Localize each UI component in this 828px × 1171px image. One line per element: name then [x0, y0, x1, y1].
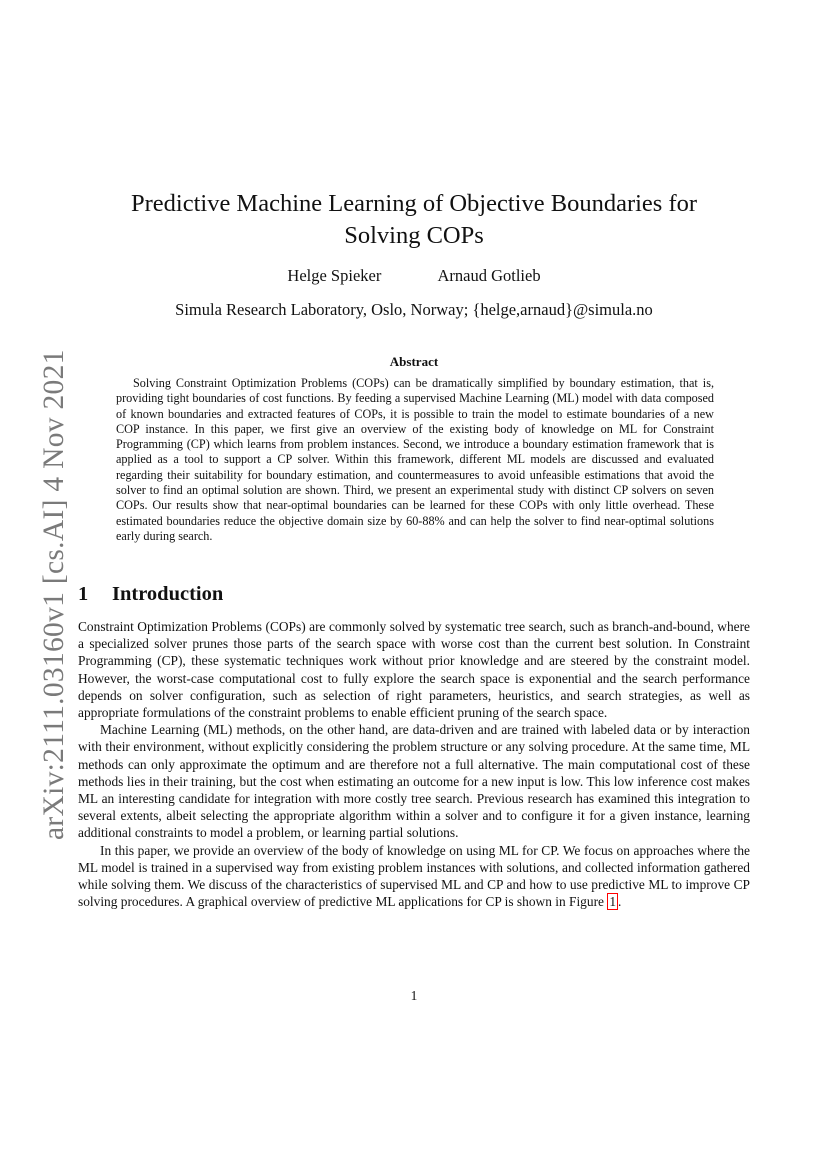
paragraph-text: In this paper, we provide an overview of the body of knowledge on using ML for CP. We focus on approaches where the ML model is trained in a supervised way from existing problem instances with solutions, and collected information gathered while solving them. We discuss of the characteristics of supervised ML and CP and how to use predictive ML to improve CP solving procedures. A graphical overview of predictive ML applications for CP is shown in Figure [78, 842, 750, 910]
paragraph: Machine Learning (ML) methods, on the other hand, are data-driven and are trained with labeled data or by interaction with their environment, without explicitly considering the problem structure or any solving procedure. At the same time, ML methods can only approximate the optimum and are therefore not a full alternative. The main computational cost of these methods lies in their training, but the cost when estimating an outcome for a new input is low. This low inference cost makes ML an interesting candidate for integration with more costly tree search. Previous research has examined this integration to several extents, albeit selecting the appropriate algorithm within a solver and to configure it for a given instance, learning additional constraints to model a problem, or learning partial solutions. [78, 722, 750, 841]
affiliation: Simula Research Laboratory, Oslo, Norway; {helge,arnaud}@simula.no [175, 300, 653, 319]
paragraph: Constraint Optimization Problems (COPs) are commonly solved by systematic tree search, such as branch-and-bound, where a specialized solver prunes those parts of the search space with worse cost than the current best solution. In Constraint Programming (CP), these systematic techniques work without prior knowledge and are steered by the constraint model. However, the worst-case computational cost to fully explore the search space is exponential and the search performance depends on solver configuration, such as selection of right parameters, heuristics, and search strategies, as well as appropriate formulations of the constraint problems to enable efficient pruning of the search space. [78, 619, 750, 721]
paragraph [78, 842, 750, 911]
paragraph-end: . [618, 894, 622, 910]
arxiv-identifier: arXiv:2111.03160v1 [cs.AI] 4 Nov 2021 [38, 349, 70, 840]
author-list [0, 266, 828, 286]
author-name: Arnaud Gotlieb [437, 266, 541, 285]
paper-title: Predictive Machine Learning of Objective Boundaries for Solving COPs [130, 190, 698, 249]
section-title: Introduction [112, 583, 224, 605]
abstract-text: Solving Constraint Optimization Problems (COPs) can be dramatically simplified by boundary estimation, that is, providing tight boundaries of cost functions. By feeding a supervised Machine Learning (ML) model with data composed of known boundaries and extracted features of COPs, it is possible to train the model to estimate boundaries of a new COP instance. In this paper, we first give an overview of the existing body of knowledge on ML for Constraint Programming (CP) which learns from problem instances. Second, we introduce a boundary estimation framework that is applied as a tool to support a CP solver. Within this framework, different ML models are discussed and evaluated regarding their suitability for boundary estimation, and countermeasures to avoid unfeasible estimations that avoid the solver to find an optimal solution are shown. Third, we present an experimental study with distinct CP solvers on seven COPs. Our results show that near-optimal boundaries can be learned for these COPs with only little overhead. These estimated boundaries reduce the objective domain size by 60-88% and can help the solver to find near-optimal solutions early during search. [116, 376, 714, 543]
section-heading [78, 583, 223, 606]
figure-reference-link[interactable]: 1 [609, 894, 617, 910]
author-name: Helge Spieker [287, 266, 382, 285]
abstract-heading: Abstract [389, 354, 439, 369]
page-number: 1 [410, 988, 418, 1003]
section-number: 1 [78, 583, 89, 605]
section-body [78, 618, 750, 910]
